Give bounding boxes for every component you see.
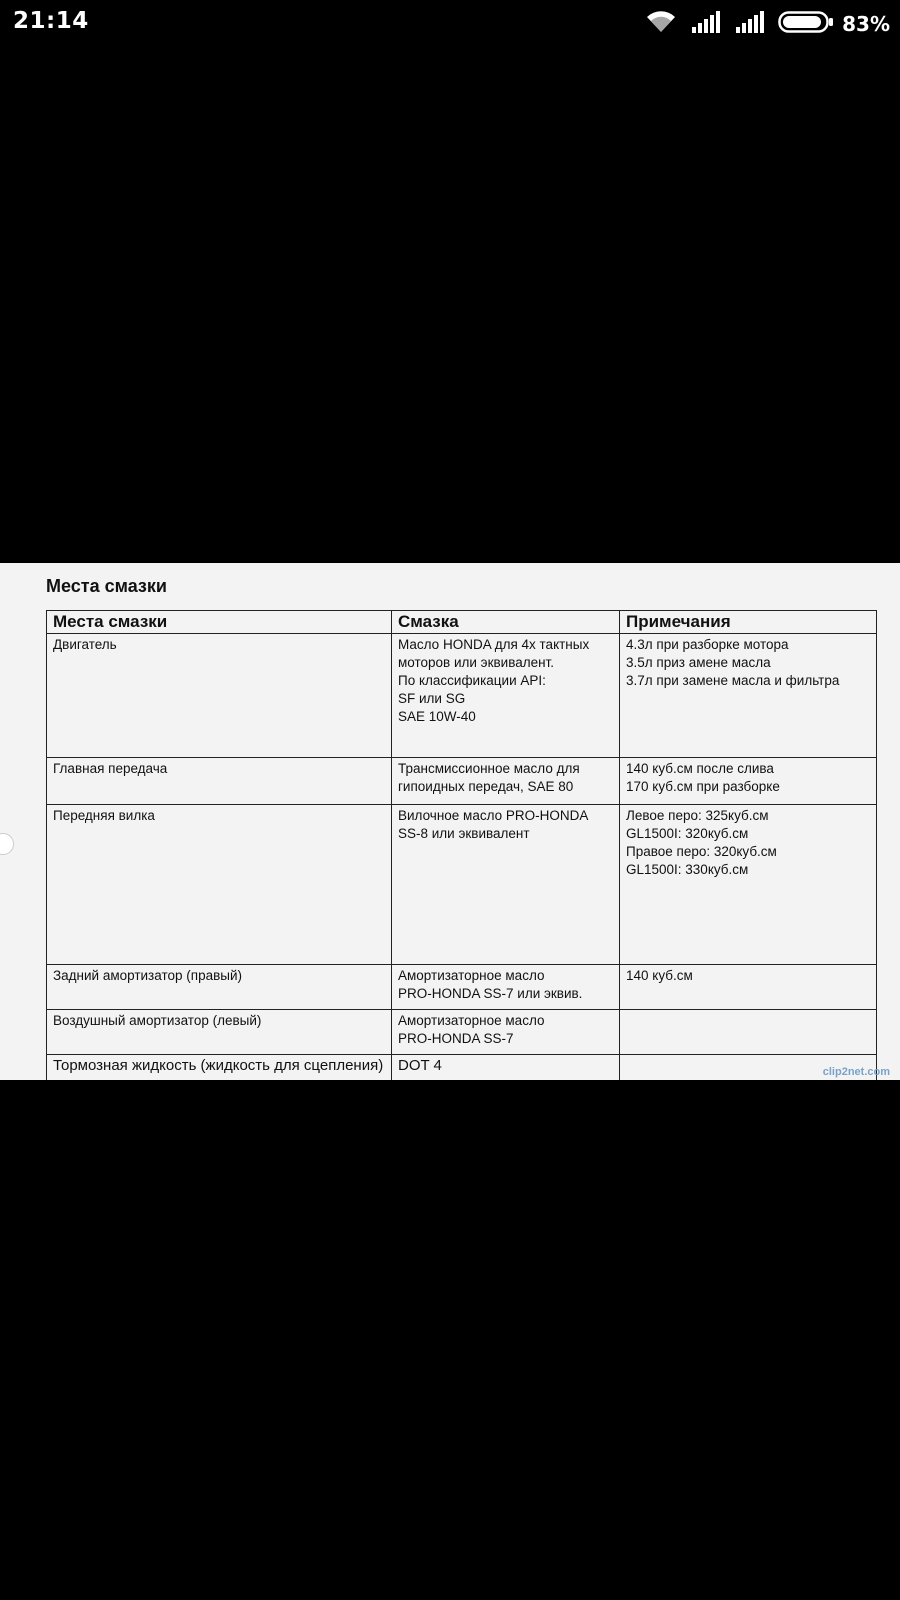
edge-handle xyxy=(0,833,14,855)
lubrication-table xyxy=(46,610,877,1080)
cell-notes: 140 куб.см после слива 170 куб.см при разборке xyxy=(620,758,877,805)
battery-icon xyxy=(778,10,834,39)
header-place: Места смазки xyxy=(47,611,392,634)
cell-place: Воздушный амортизатор (левый) xyxy=(47,1010,392,1055)
signal-icon xyxy=(734,11,764,38)
cell-notes: 4.3л при разборке мотора 3.5л приз амене масла 3.7л при замене масла и фильтра xyxy=(620,634,877,758)
wifi-icon xyxy=(646,10,676,39)
cell-lubricant: Масло HONDA для 4х тактных моторов или эквивалент. По классификации API: SF или SG SAE 10W-40 xyxy=(392,634,620,758)
battery-percent: 83% xyxy=(842,12,890,36)
status-bar xyxy=(0,0,900,48)
table-row xyxy=(47,965,877,1010)
cell-notes: 140 куб.см xyxy=(620,965,877,1010)
document-title: Места смазки xyxy=(46,576,167,596)
header-notes: Примечания xyxy=(620,611,877,634)
status-time: 21:14 xyxy=(13,8,89,34)
cell-place: Тормозная жидкость (жидкость для сцепления) xyxy=(47,1055,392,1081)
status-icons xyxy=(646,10,890,38)
table-header-row xyxy=(47,611,877,634)
table-row xyxy=(47,805,877,965)
signal-icon xyxy=(690,11,720,38)
cell-lubricant: Трансмиссионное масло для гипоидных передач, SAE 80 xyxy=(392,758,620,805)
cell-place: Двигатель xyxy=(47,634,392,758)
cell-lubricant: DOT 4 xyxy=(392,1055,620,1081)
cell-notes: Левое перо: 325куб.см GL1500I: 320куб.см Правое перо: 320куб.см GL1500I: 330куб.см xyxy=(620,805,877,965)
cell-lubricant: Амортизаторное масло PRO-HONDA SS-7 xyxy=(392,1010,620,1055)
cell-notes xyxy=(620,1010,877,1055)
table-row xyxy=(47,1010,877,1055)
watermark: clip2net.com xyxy=(822,1066,890,1078)
cell-lubricant: Вилочное масло PRO-HONDA SS-8 или эквивалент xyxy=(392,805,620,965)
header-lubricant: Смазка xyxy=(392,611,620,634)
document-image[interactable] xyxy=(0,563,900,1080)
cell-lubricant: Амортизаторное масло PRO-HONDA SS-7 или эквив. xyxy=(392,965,620,1010)
cell-place: Передняя вилка xyxy=(47,805,392,965)
table-row xyxy=(47,758,877,805)
table-row xyxy=(47,1055,877,1081)
cell-place: Главная передача xyxy=(47,758,392,805)
cell-place: Задний амортизатор (правый) xyxy=(47,965,392,1010)
table-row xyxy=(47,634,877,758)
